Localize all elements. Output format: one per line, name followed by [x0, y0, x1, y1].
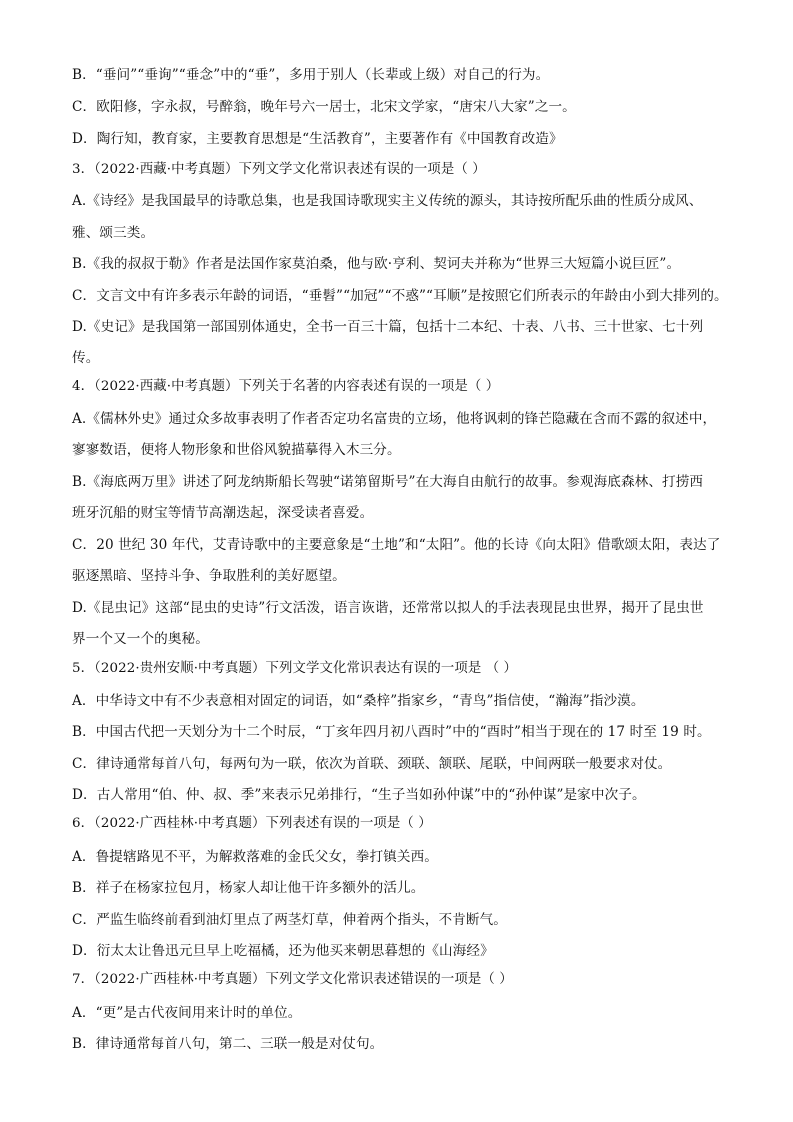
option-b: B．“垂问”“垂询”“垂念”中的“垂”，多用于别人（长辈或上级）对自己的行为。	[72, 67, 550, 83]
option-d: D．陶行知，教育家，主要教育思想是“生活教育”，主要著作有《中国教育改造》	[72, 131, 563, 147]
option-d: D．衍太太让鲁迅元旦早上吃福橘，还为他买来朝思暮想的《山海经》	[72, 943, 494, 959]
option-b: B．律诗通常每首八句，第二、三联一般是对仗句。	[72, 1036, 384, 1052]
option-a-cont: 寥寥数语，便将人物形象和世俗风貌描摹得入木三分。	[72, 442, 401, 458]
option-b: B．中国古代把一天划分为十二个时辰，“丁亥年四月初八酉时”中的“酉时”相当于现在的 17 时至 19 时。	[72, 724, 711, 740]
option-d-cont: 传。	[72, 350, 100, 366]
option-c-cont: 驱逐黑暗、坚持斗争、争取胜利的美好愿望。	[72, 568, 346, 584]
question-3: 3．（2022·西藏·中考真题）下列文学文化常识表述有误的一项是（ ）	[72, 162, 486, 177]
option-a: A．“更”是古代夜间用来计时的单位。	[72, 1005, 302, 1021]
option-d: D.《昆虫记》这部“昆虫的史诗”行文活泼，语言诙谐，还常常以拟人的手法表现昆虫世界，揭开了昆虫世	[72, 600, 704, 616]
question-6: 6．（2022·广西桂林·中考真题）下列表述有误的一项是（ ）	[72, 816, 432, 831]
option-a: A．中华诗文中有不少表意相对固定的词语，如“桑梓”指家乡，“青鸟”指信使，“瀚海”指沙漠。	[72, 693, 645, 709]
option-d: D.《史记》是我国第一部国别体通史，全书一百三十篇，包括十二本纪、十表、八书、三十世家、七十列	[72, 319, 704, 335]
option-d-cont: 界一个又一个的奥秘。	[72, 631, 209, 647]
option-c: C．文言文中有许多表示年龄的词语，“垂髫”“加冠”“不惑”“耳顺”是按照它们所表示的年龄由小到大排列的。	[72, 288, 728, 304]
option-c: C．律诗通常每首八句，每两句为一联，依次为首联、颈联、颔联、尾联，中间两联一般要求对仗。	[72, 756, 672, 772]
option-a: A．鲁提辖路见不平，为解救落难的金氏父女，拳打镇关西。	[72, 849, 438, 865]
option-a: A.《儒林外史》通过众多故事表明了作者否定功名富贵的立场，他将讽刺的锋芒隐藏在含而不露的叙述中，	[72, 411, 717, 427]
option-a: A.《诗经》是我国最早的诗歌总集，也是我国诗歌现实主义传统的源头，其诗按所配乐曲的性质分成风、	[72, 193, 703, 209]
question-7: 7．（2022·广西桂林·中考真题）下列文学文化常识表述错误的一项是（ ）	[72, 972, 513, 987]
option-c: C．欧阳修，字永叔，号醉翁，晚年号六一居士，北宋文学家，“唐宋八大家”之一。	[72, 99, 576, 115]
option-a-cont: 雅、颂三类。	[72, 225, 155, 241]
question-4: 4．（2022·西藏·中考真题）下列关于名著的内容表述有误的一项是（ ）	[72, 379, 500, 394]
question-5: 5．（2022·贵州安顺·中考真题）下列文学文化常识表达有误的一项是 （ ）	[72, 661, 518, 676]
option-b-cont: 班牙沉船的财宝等情节高潮迭起，深受读者喜爱。	[72, 505, 374, 521]
option-c: C．20 世纪 30 年代，艾青诗歌中的主要意象是“土地”和“太阳”。他的长诗《向太阳》借歌颂太阳，表达了	[72, 537, 721, 553]
option-b: B.《我的叔叔于勒》作者是法国作家莫泊桑，他与欧·亨利、契诃夫并称为“世界三大短篇小说巨匠”。	[72, 256, 681, 272]
option-d: D．古人常用“伯、仲、叔、季”来表示兄弟排行，“生子当如孙仲谋”中的“孙仲谋”是家中次子。	[72, 787, 646, 803]
option-b: B.《海底两万里》讲述了阿龙纳斯船长驾驶“诺第留斯号”在大海自由航行的故事。参观海底森林、打捞西	[72, 474, 704, 490]
option-c: C．严监生临终前看到油灯里点了两茎灯草，伸着两个指头，不肯断气。	[72, 912, 508, 928]
option-b: B．祥子在杨家拉包月，杨家人却让他干许多额外的活儿。	[72, 880, 425, 896]
